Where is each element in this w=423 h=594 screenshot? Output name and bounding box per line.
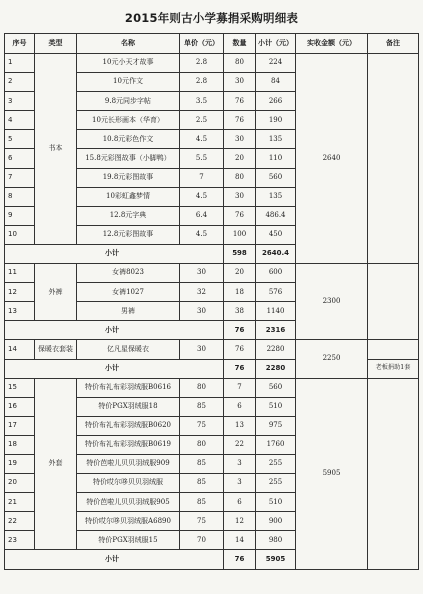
cell-name: 9.8元同步字帖	[77, 92, 180, 111]
cell-price: 2.8	[180, 73, 224, 92]
header-category: 类型	[35, 34, 77, 54]
cell-qty: 38	[224, 302, 256, 321]
cell-subtotal: 900	[256, 512, 296, 531]
cell-actual-pants: 2300	[296, 264, 368, 340]
cell-subtotal: 975	[256, 416, 296, 435]
header-actual-amount: 实收金额（元）	[296, 34, 368, 54]
table-row	[5, 54, 419, 73]
cell-seq: 16	[5, 397, 35, 416]
cell-subtotal: 600	[256, 264, 296, 283]
cell-name: 10.8元彩色作文	[77, 130, 180, 149]
header-note: 备注	[368, 34, 419, 54]
cell-qty: 30	[224, 187, 256, 206]
cell-subtotal: 110	[256, 149, 296, 168]
cell-seq: 6	[5, 149, 35, 168]
cell-subtotal: 224	[256, 54, 296, 73]
cell-seq: 18	[5, 435, 35, 454]
cell-seq: 5	[5, 130, 35, 149]
subtotal-amount: 2640.4	[256, 244, 296, 263]
cell-subtotal: 255	[256, 474, 296, 493]
cell-price: 30	[180, 340, 224, 359]
cell-qty: 12	[224, 512, 256, 531]
cell-note-books	[368, 54, 419, 264]
cell-name: 15.8元彩图故事（小脚鸭）	[77, 149, 180, 168]
subtotal-qty: 76	[224, 359, 256, 378]
cell-note-coats	[368, 378, 419, 569]
cell-price: 4.5	[180, 225, 224, 244]
cell-seq: 11	[5, 264, 35, 283]
cell-category-books: 书本	[35, 54, 77, 245]
cell-name: 10元小天才故事	[77, 54, 180, 73]
subtotal-amount: 2316	[256, 321, 296, 340]
cell-qty: 6	[224, 493, 256, 512]
cell-qty: 22	[224, 435, 256, 454]
cell-price: 2.5	[180, 111, 224, 130]
cell-name: 女裤1027	[77, 283, 180, 302]
cell-seq: 2	[5, 73, 35, 92]
cell-price: 3.5	[180, 92, 224, 111]
cell-price: 80	[180, 435, 224, 454]
header-quantity: 数量	[224, 34, 256, 54]
cell-price: 2.8	[180, 54, 224, 73]
cell-qty: 18	[224, 283, 256, 302]
header-seq: 序号	[5, 34, 35, 54]
cell-price: 85	[180, 454, 224, 473]
cell-seq: 12	[5, 283, 35, 302]
subtotal-qty: 76	[224, 321, 256, 340]
cell-subtotal: 2280	[256, 340, 296, 359]
cell-qty: 80	[224, 168, 256, 187]
cell-price: 75	[180, 512, 224, 531]
cell-name: 12.8元彩图故事	[77, 225, 180, 244]
subtotal-label: 小计	[5, 550, 224, 569]
subtotal-label: 小计	[5, 359, 224, 378]
cell-subtotal: 510	[256, 397, 296, 416]
cell-name: 特价布礼布彩羽绒服B0616	[77, 378, 180, 397]
cell-name: 12.8元字典	[77, 206, 180, 225]
cell-price: 30	[180, 302, 224, 321]
cell-note-thermal-top	[368, 340, 419, 359]
cell-subtotal: 510	[256, 493, 296, 512]
cell-actual-thermal: 2250	[296, 340, 368, 378]
subtotal-amount: 2280	[256, 359, 296, 378]
cell-name: 特价布礼布彩羽绒服B0619	[77, 435, 180, 454]
cell-name: 特价哎尔哆贝羽绒服A6890	[77, 512, 180, 531]
cell-subtotal: 135	[256, 187, 296, 206]
cell-subtotal: 190	[256, 111, 296, 130]
cell-subtotal: 560	[256, 378, 296, 397]
cell-qty: 76	[224, 340, 256, 359]
cell-name: 10彩虹鑫梦情	[77, 187, 180, 206]
cell-category-thermal: 保暖衣套装	[35, 340, 77, 359]
header-row	[5, 34, 419, 54]
cell-name: 亿凡星保暖衣	[77, 340, 180, 359]
cell-seq: 7	[5, 168, 35, 187]
table-row	[5, 264, 419, 283]
cell-name: 特价芭啦儿贝贝羽绒服905	[77, 493, 180, 512]
cell-seq: 4	[5, 111, 35, 130]
cell-qty: 14	[224, 531, 256, 550]
cell-seq: 22	[5, 512, 35, 531]
cell-subtotal: 560	[256, 168, 296, 187]
cell-subtotal: 980	[256, 531, 296, 550]
cell-seq: 19	[5, 454, 35, 473]
cell-qty: 7	[224, 378, 256, 397]
cell-price: 85	[180, 493, 224, 512]
cell-qty: 80	[224, 54, 256, 73]
subtotal-qty: 598	[224, 244, 256, 263]
cell-qty: 76	[224, 92, 256, 111]
cell-subtotal: 84	[256, 73, 296, 92]
subtotal-amount: 5905	[256, 550, 296, 569]
subtotal-label: 小计	[5, 321, 224, 340]
cell-name: 特价PGX羽绒服15	[77, 531, 180, 550]
cell-price: 5.5	[180, 149, 224, 168]
cell-seq: 14	[5, 340, 35, 359]
cell-price: 7	[180, 168, 224, 187]
cell-subtotal: 1760	[256, 435, 296, 454]
cell-name: 特价PGX羽绒服18	[77, 397, 180, 416]
cell-price: 4.5	[180, 187, 224, 206]
cell-subtotal: 255	[256, 454, 296, 473]
document-title: 2015年则古小学募捐采购明细表	[124, 11, 299, 25]
cell-name: 10元作文	[77, 73, 180, 92]
cell-seq: 17	[5, 416, 35, 435]
cell-qty: 3	[224, 474, 256, 493]
cell-price: 80	[180, 378, 224, 397]
cell-actual-books: 2640	[296, 54, 368, 264]
cell-category-pants: 外裤	[35, 264, 77, 321]
cell-name: 10元长形画本（华育）	[77, 111, 180, 130]
cell-subtotal: 266	[256, 92, 296, 111]
procurement-table	[4, 33, 419, 570]
cell-seq: 20	[5, 474, 35, 493]
cell-subtotal: 135	[256, 130, 296, 149]
subtotal-qty: 76	[224, 550, 256, 569]
table-row	[5, 378, 419, 397]
cell-price: 6.4	[180, 206, 224, 225]
cell-name: 特价哎尔哆贝贝羽绒服	[77, 474, 180, 493]
cell-qty: 3	[224, 454, 256, 473]
cell-seq: 9	[5, 206, 35, 225]
cell-price: 85	[180, 474, 224, 493]
cell-name: 特价布礼布彩羽绒服B0620	[77, 416, 180, 435]
header-name: 名称	[77, 34, 180, 54]
cell-seq: 1	[5, 54, 35, 73]
cell-price: 85	[180, 397, 224, 416]
cell-qty: 20	[224, 149, 256, 168]
cell-seq: 8	[5, 187, 35, 206]
cell-note-pants	[368, 264, 419, 340]
cell-seq: 3	[5, 92, 35, 111]
cell-seq: 13	[5, 302, 35, 321]
cell-qty: 76	[224, 111, 256, 130]
cell-subtotal: 486.4	[256, 206, 296, 225]
cell-subtotal: 450	[256, 225, 296, 244]
cell-category-coats: 外套	[35, 378, 77, 550]
cell-price: 4.5	[180, 130, 224, 149]
cell-seq: 21	[5, 493, 35, 512]
cell-qty: 20	[224, 264, 256, 283]
cell-price: 30	[180, 264, 224, 283]
cell-price: 70	[180, 531, 224, 550]
cell-qty: 76	[224, 206, 256, 225]
cell-price: 75	[180, 416, 224, 435]
cell-name: 男裤	[77, 302, 180, 321]
cell-qty: 6	[224, 397, 256, 416]
cell-seq: 23	[5, 531, 35, 550]
cell-subtotal: 576	[256, 283, 296, 302]
cell-qty: 30	[224, 130, 256, 149]
cell-subtotal: 1140	[256, 302, 296, 321]
cell-name: 19.8元彩图故事	[77, 168, 180, 187]
header-subtotal: 小计（元）	[256, 34, 296, 54]
cell-seq: 10	[5, 225, 35, 244]
cell-note-thermal: 老板捐助1套	[368, 359, 419, 378]
cell-actual-coats: 5905	[296, 378, 368, 569]
subtotal-label: 小计	[5, 244, 224, 263]
cell-qty: 13	[224, 416, 256, 435]
cell-name: 女裤8023	[77, 264, 180, 283]
cell-price: 32	[180, 283, 224, 302]
table-row	[5, 340, 419, 359]
cell-seq: 15	[5, 378, 35, 397]
cell-qty: 100	[224, 225, 256, 244]
cell-name: 特价芭啦儿贝贝羽绒服909	[77, 454, 180, 473]
header-unit-price: 单价（元）	[180, 34, 224, 54]
cell-qty: 30	[224, 73, 256, 92]
